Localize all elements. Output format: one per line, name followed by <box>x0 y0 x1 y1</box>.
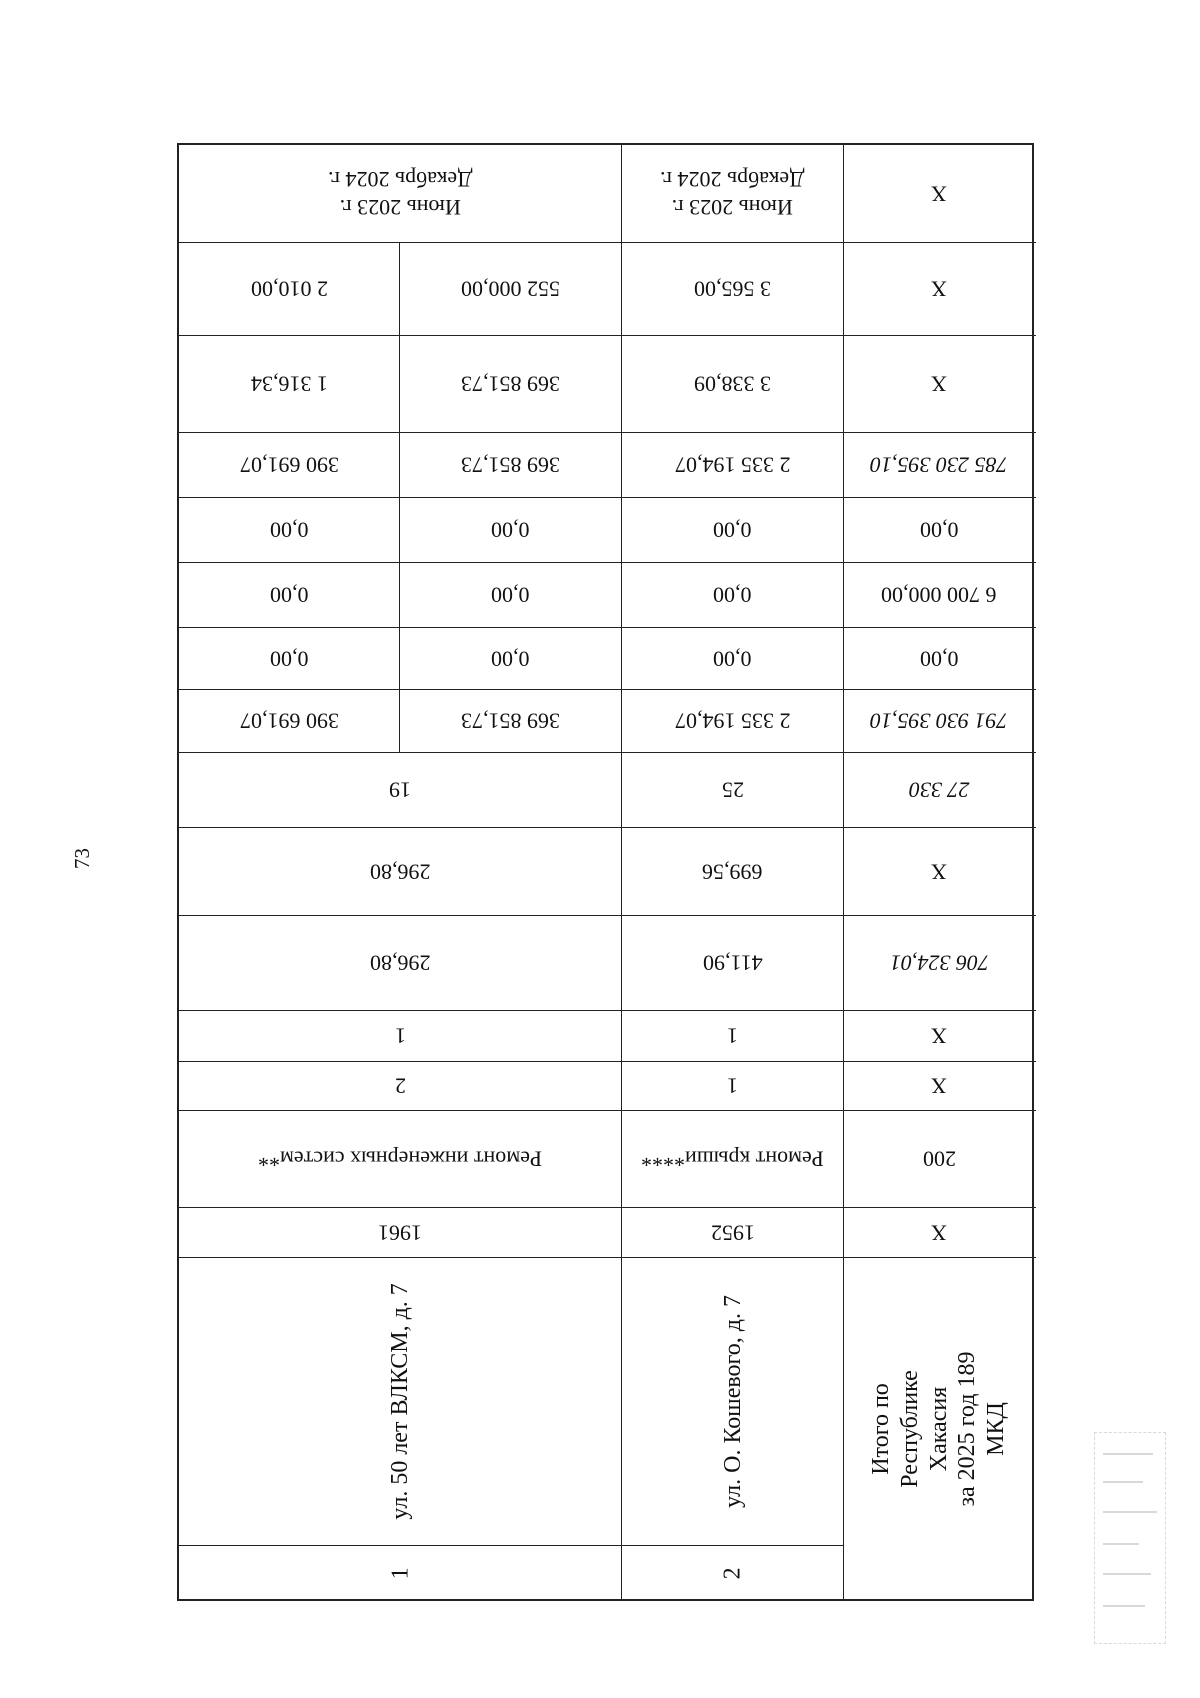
registration-stamp <box>1094 1432 1166 1644</box>
limit-cell-1a: 2 010,00 <box>179 243 400 335</box>
limit-cell-1b: 552 000,00 <box>400 243 622 335</box>
row-cost <box>179 689 1036 752</box>
area-total-cell-1: 296,80 <box>179 916 622 1010</box>
area-total-cell-2: 411,90 <box>622 916 844 1010</box>
limit-cell-2: 3 565,00 <box>622 243 844 335</box>
row-unit-cost <box>179 335 1036 432</box>
row-area-total <box>179 915 1036 1010</box>
cost-cell-1a: 390 691,07 <box>179 690 400 752</box>
row-residents <box>179 752 1036 827</box>
unit-cost-cell-1b: 369 851,73 <box>400 336 622 432</box>
address-cell-total: Итого по Республике Хакасия за 2025 год 189 МКД <box>868 1351 1010 1506</box>
row-period <box>179 145 1036 242</box>
row-year <box>179 1207 1036 1257</box>
zero3-cell-1b: 0,00 <box>400 628 622 689</box>
unit-cost-cell-1a: 1 316,34 <box>179 336 400 432</box>
period-cell-2: Июнь 2023 г. Декабрь 2024 г. <box>622 145 844 242</box>
row-fund <box>179 432 1036 497</box>
entrances-cell-1: 2 <box>179 1062 622 1110</box>
entrances-cell-2: 1 <box>622 1062 844 1110</box>
row-limit <box>179 242 1036 335</box>
zero2-cell-2: 0,00 <box>622 563 844 627</box>
period-cell-1: Июнь 2023 г. Декабрь 2024 г. <box>179 145 622 242</box>
row-area-living <box>179 827 1036 915</box>
zero2-cell-total: 6 700 000,00 <box>881 582 997 608</box>
fund-cell-total: 785 230 395,10 <box>870 452 1008 478</box>
year-cell-2: 1952 <box>622 1208 844 1257</box>
fund-cell-2: 2 335 194,07 <box>622 433 844 497</box>
row-work-type <box>179 1110 1036 1207</box>
limit-cell-total: Х <box>931 276 947 302</box>
work-type-cell-2: Ремонт крыши**** <box>622 1111 844 1207</box>
row-zero-3 <box>179 627 1036 689</box>
unit-cost-cell-total: Х <box>931 371 947 397</box>
row-zero-1 <box>179 497 1036 562</box>
cost-cell-1b: 369 851,73 <box>400 690 622 752</box>
cost-cell-2: 2 335 194,07 <box>622 690 844 752</box>
floors-cell-total: Х <box>931 1023 947 1049</box>
row-address <box>179 1257 1036 1599</box>
cost-cell-total: 791 930 395,10 <box>870 708 1008 734</box>
page-number: 73 <box>70 848 94 869</box>
row-index-2: 2 <box>719 1567 746 1580</box>
fund-cell-1b: 369 851,73 <box>400 433 622 497</box>
work-type-cell-1: Ремонт инженерных систем** <box>179 1111 622 1207</box>
area-living-cell-1: 296,80 <box>179 828 622 915</box>
row-entrances <box>179 1061 1036 1110</box>
zero3-cell-2: 0,00 <box>622 628 844 689</box>
year-cell-total: Х <box>931 1220 947 1246</box>
fund-cell-1a: 390 691,07 <box>179 433 400 497</box>
work-type-cell-total: 200 <box>922 1146 956 1172</box>
zero2-cell-1a: 0,00 <box>179 563 400 627</box>
zero3-cell-total: 0,00 <box>919 646 959 672</box>
zero3-cell-1a: 0,00 <box>179 628 400 689</box>
row-zero-2 <box>179 562 1036 627</box>
residents-cell-1: 19 <box>179 753 622 827</box>
period-cell-total: Х <box>931 181 947 207</box>
zero1-cell-2: 0,00 <box>622 498 844 562</box>
row-floors <box>179 1010 1036 1061</box>
address-cell-1: ул. 50 лет ВЛКСМ, д. 7 1 <box>179 1258 622 1599</box>
zero1-cell-1b: 0,00 <box>400 498 622 562</box>
row-index-1: 1 <box>387 1567 414 1580</box>
address-cell-2: ул. О. Кошевого, д. 7 2 <box>622 1258 844 1599</box>
entrances-cell-total: Х <box>931 1073 947 1099</box>
year-cell-1: 1961 <box>179 1208 622 1257</box>
unit-cost-cell-2: 3 338,09 <box>622 336 844 432</box>
area-living-cell-2: 699,56 <box>622 828 844 915</box>
zero1-cell-total: 0,00 <box>919 517 959 543</box>
zero2-cell-1b: 0,00 <box>400 563 622 627</box>
area-total-cell-total: 706 324,01 <box>889 950 989 976</box>
area-living-cell-total: Х <box>931 859 947 885</box>
floors-cell-1: 1 <box>179 1011 622 1061</box>
residents-cell-2: 25 <box>622 753 844 827</box>
repair-program-table <box>177 143 1034 1601</box>
floors-cell-2: 1 <box>622 1011 844 1061</box>
residents-cell-total: 27 330 <box>908 777 970 803</box>
zero1-cell-1a: 0,00 <box>179 498 400 562</box>
